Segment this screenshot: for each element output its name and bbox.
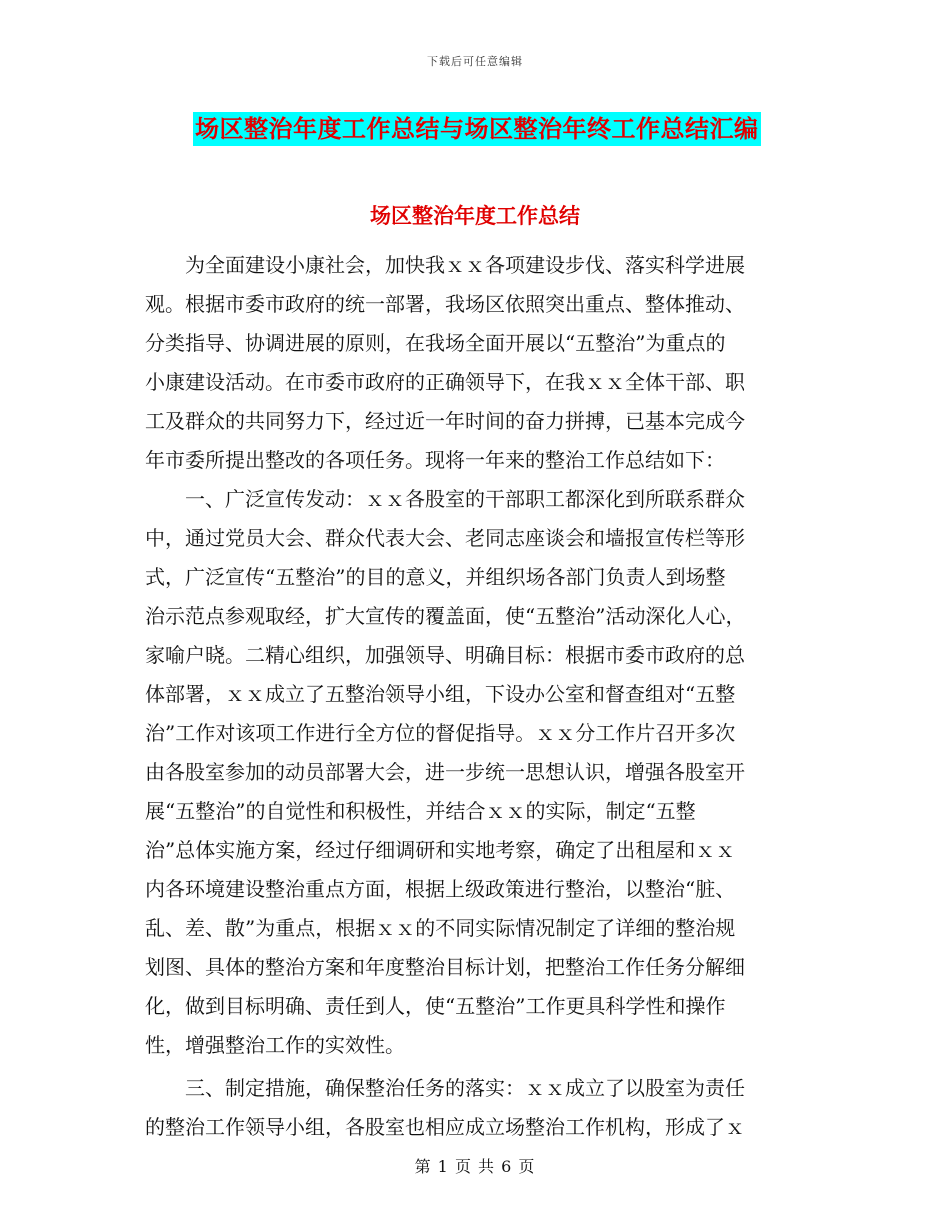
text-line: 一、广泛宣传发动：ｘｘ各股室的干部职工都深化到所联系群众	[145, 487, 745, 511]
text-line: 治”总体实施方案，经过仔细调研和实地考察，确定了出租屋和ｘｘ	[145, 838, 736, 862]
text-line: 内各环境建设整治重点方面，根据上级政策进行整治，以整治“脏、	[145, 877, 736, 901]
text-line: 三、制定措施，确保整治任务的落实：ｘｘ成立了以股室为责任	[145, 1076, 745, 1100]
document-title: 场区整治年度工作总结与场区整治年终工作总结汇编	[193, 112, 761, 146]
text-line: 工及群众的共同努力下，经过近一年时间的奋力拼搏，已基本完成今	[145, 409, 745, 433]
text-line: 治”工作对该项工作进行全方位的督促指导。ｘｘ分工作片召开多次	[145, 721, 736, 745]
text-line: 家喻户晓。二精心组织，加强领导、明确目标：根据市委市政府的总	[145, 643, 745, 667]
page-number: 第 1 页 共 6 页	[414, 1157, 536, 1176]
header-note: 下载后可任意编辑	[427, 55, 523, 68]
text-line: 治示范点参观取经，扩大宣传的覆盖面，使“五整治”活动深化人心，	[145, 604, 746, 628]
text-line: 化，做到目标明确、责任到人，使“五整治”工作更具科学性和操作	[145, 994, 726, 1018]
text-line: 乱、差、散”为重点，根据ｘｘ的不同实际情况制定了详细的整治规	[145, 916, 736, 940]
text-line: 为全面建设小康社会，加快我ｘｘ各项建设步伐、落实科学进展	[145, 253, 745, 277]
text-line: 性，增强整治工作的实效性。	[145, 1033, 405, 1057]
text-line: 小康建设活动。在市委市政府的正确领导下，在我ｘｘ全体干部、职	[145, 370, 745, 394]
text-line: 体部署，ｘｘ成立了五整治领导小组，下设办公室和督查组对“五整	[145, 682, 736, 706]
text-line: 式，广泛宣传“五整治”的目的意义，并组织场各部门负责人到场整	[145, 565, 726, 589]
text-line: 划图、具体的整治方案和年度整治目标计划，把整治工作任务分解细	[145, 955, 745, 979]
text-line: 观。根据市委市政府的统一部署，我场区依照突出重点、整体推动、	[145, 292, 745, 316]
text-line: 分类指导、协调进展的原则，在我场全面开展以“五整治”为重点的	[145, 331, 726, 355]
text-line: 由各股室参加的动员部署大会，进一步统一思想认识，增强各股室开	[145, 760, 745, 784]
text-line: 展“五整治”的自觉性和积极性，并结合ｘｘ的实际，制定“五整	[145, 799, 696, 823]
section-title: 场区整治年度工作总结	[370, 203, 580, 228]
text-line: 的整治工作领导小组，各股室也相应成立场整治工作机构，形成了ｘ	[145, 1115, 745, 1139]
text-line: 中，通过党员大会、群众代表大会、老同志座谈会和墙报宣传栏等形	[145, 526, 745, 550]
text-line: 年市委所提出整改的各项任务。现将一年来的整治工作总结如下：	[145, 448, 725, 472]
